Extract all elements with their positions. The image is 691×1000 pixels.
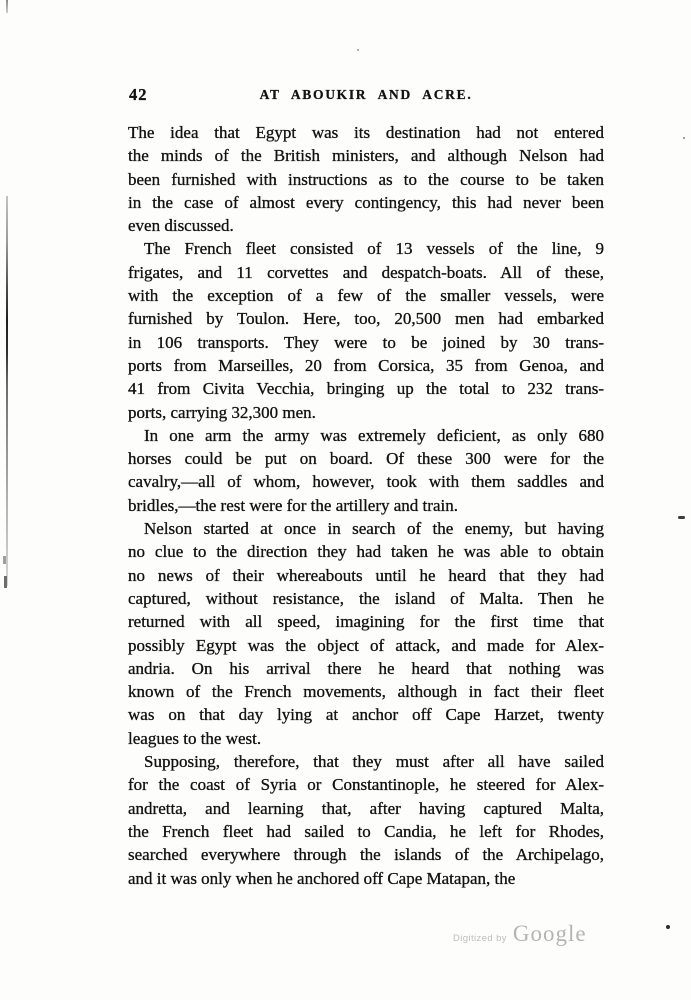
text-line: captured, without resistance, the island of Malta. Then he (128, 588, 604, 608)
text-line: no news of their whereabouts until he heard that they had (128, 565, 604, 585)
scan-artifact-left-dash (3, 556, 6, 564)
text-line: been furnished with instructions as to the course to be taken (128, 169, 604, 189)
text-line: in 106 transports. They were to be joined by 30 trans- (128, 332, 604, 352)
text-line: known of the French movements, although in fact their fleet (128, 682, 604, 702)
page-number: 42 (129, 85, 148, 104)
text-line: possibly Egypt was the object of attack, and made for Alex- (128, 635, 604, 655)
scan-artifact-speck (666, 925, 670, 929)
text-line: no clue to the direction they had taken he was able to obtain (128, 542, 604, 562)
text-line: horses could be put on board. Of these 300 were for the (128, 449, 604, 469)
text-line: the French fleet had sailed to Candia, he left for Rhodes, (128, 821, 604, 841)
text-line: for the coast of Syria or Constantinople, he steered for Alex- (128, 775, 604, 795)
scan-artifact-left-dash (4, 576, 7, 588)
scan-artifact-right-dash (678, 516, 685, 519)
text-line: 41 from Civita Vecchia, bringing up the total to 232 trans- (128, 379, 604, 399)
scan-artifact-left-edge-line (6, 196, 8, 586)
text-line: The idea that Egypt was its destination had not entered (128, 123, 604, 142)
text-line: furnished by Toulon. Here, too, 20,500 men had embarked (128, 309, 604, 329)
text-line: searched everywhere through the islands of the Archipelago, (128, 845, 604, 865)
page-header (128, 85, 604, 107)
digitized-by-label: Digitized by (453, 933, 507, 944)
scan-artifact-top-left-tick (6, 0, 8, 13)
text-line: Nelson started at once in search of the enemy, but having (144, 519, 604, 539)
text-line: andretta, and learning that, after having captured Malta, (128, 798, 604, 818)
text-line: leagues to the west. (128, 728, 262, 748)
text-line: ports from Marseilles, 20 from Corsica, 35 from Genoa, and (128, 355, 604, 375)
text-line: with the exception of a few of the smaller vessels, were (128, 286, 604, 306)
google-logo: Google (512, 921, 587, 946)
text-line: cavalry,—all of whom, however, took with them saddles and (128, 472, 604, 492)
running-header-title: AT ABOUKIR AND ACRE. (259, 87, 473, 102)
digitized-by-watermark (453, 921, 587, 947)
text-line: In one arm the army was extremely deficient, as only 680 (144, 425, 604, 445)
scan-artifact-speck (357, 49, 359, 51)
text-line: bridles,—the rest were for the artillery and train. (128, 495, 458, 515)
text-line: even discussed. (128, 216, 234, 236)
text-line: frigates, and 11 corvettes and despatch-boats. All of these, (128, 262, 604, 282)
text-line: in the case of almost every contingency, this had never been (128, 192, 604, 212)
text-line: was on that day lying at anchor off Cape Harzet, twenty (128, 705, 604, 725)
text-line: The French fleet consisted of 13 vessels of the line, 9 (144, 239, 604, 259)
text-line: the minds of the British ministers, and although Nelson had (128, 146, 604, 166)
text-line: ports, carrying 32,300 men. (128, 402, 316, 422)
scan-artifact-speck (683, 137, 685, 139)
text-line: and it was only when he anchored off Cape Matapan, the (128, 868, 516, 888)
body-text (128, 121, 604, 890)
text-line: returned with all speed, imagining for the first time that (128, 612, 604, 632)
text-line: andria. On his arrival there he heard that nothing was (128, 658, 604, 678)
text-line: Supposing, therefore, that they must after all have sailed (144, 752, 604, 772)
